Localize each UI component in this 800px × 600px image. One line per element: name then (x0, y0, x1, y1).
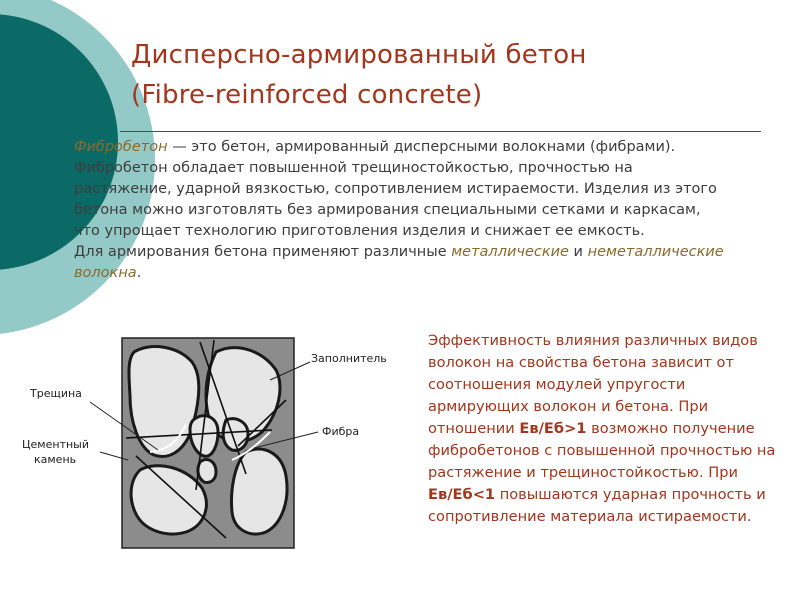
intro-p2-start: Для армирования бетона применяют различные (74, 244, 452, 260)
label-crack: Трещина (30, 387, 82, 400)
ratio-greater: Eв/Eб>1 (519, 420, 587, 437)
effectiveness-text (428, 330, 778, 528)
eff-text-2: возможно получение фибробетонов с повышенной прочностью на растяжение и трещиностойкостью. При (428, 420, 776, 481)
label-cement-stone: Цементный камень (22, 438, 89, 466)
aggregate-grain (232, 449, 288, 534)
intro-p2-end: . (136, 265, 142, 281)
term-metal: металлические (451, 244, 569, 260)
intro-p2-and: и (568, 244, 588, 260)
ratio-less: Eв/Eб<1 (428, 486, 496, 503)
term-fibrobeton: Фибробетон (74, 139, 168, 155)
aggregate-grain (129, 347, 199, 457)
label-filler: Заполнитель (311, 352, 387, 365)
title-line-2: (Fibre-reinforced concrete) (131, 80, 483, 110)
label-fiber: Фибра (322, 425, 360, 438)
intro-p1-rest: — это бетон, армированный дисперсными волокнами (фибрами). Фибробетон обладает повышенной трещиностойкостью, прочностью на растяжение, ударной вязкостью, сопротивлением истираемости. Изделия из этого бетона можно изготовлять без армирования специальными сетками и каркасам, что упрощает технологию приготовления изделия и снижает ее емкость. (74, 139, 717, 239)
eff-text-3: повышаются ударная прочность и сопротивление материала истираемости. (428, 486, 766, 525)
term-nonmetal: неметаллические волокна (74, 244, 724, 281)
eff-text-1: Эффективность влияния различных видов волокон на свойства бетона зависит от соотношения модулей упругости армирующих волокон и бетона. При отношении (428, 332, 758, 437)
title-line-1: Дисперсно-армированный бетон (131, 40, 587, 70)
aggregate-grain (198, 460, 216, 483)
